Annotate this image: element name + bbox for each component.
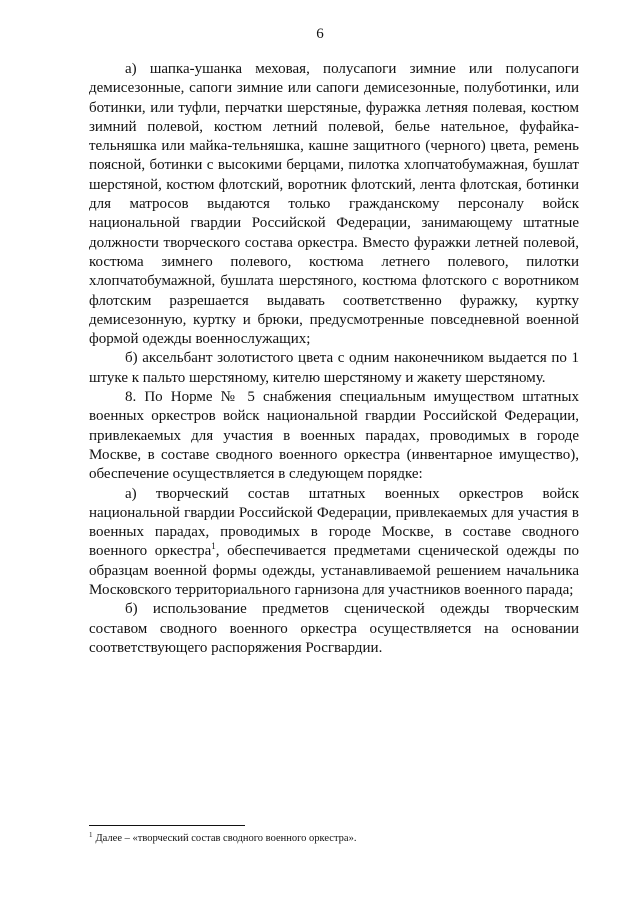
paragraph-8-norm-5: 8. По Норме № 5 снабжения специальным имуществом штатных военных оркестров войск национальной гвардии Российской Федерации, привлекаемых для участия в военных парадах, проводимых в городе Москве, в составе сводного военного оркестра (инвентарное имущество), обеспечение осуществляется в следующем порядке: <box>89 389 579 483</box>
paragraph-7b-aiguillette: б) аксельбант золотистого цвета с одним наконечником выдается по 1 штуке к пальто шерстяному, кителю шерстяному и жакету шерстяному. <box>89 350 579 386</box>
paragraph-7a-clothing-items: а) шапка-ушанка меховая, полусапоги зимние или полусапоги демисезонные, сапоги зимние или сапоги демисезонные, полуботинки, или ботинки, или туфли, перчатки шерстяные, фуражка летняя полевая, костюм зимний полевой, костюм летний полевой, белье нательное, фуфайка-тельняшка или майка-тельняшка, кашне защитного (черного) цвета, ремень поясной, ботинки с высокими берцами, пилотка хлопчатобумажная, бушлат шерстяной, костюм флотский, воротник флотский, лента флотская, ботинки для матросов выдаются только гражданскому персоналу войск национальной гвардии Российской Федерации, занимающему штатные должности творческого состава оркестра. Вместо фуражки летней полевой, костюма зимнего полевого, костюма летнего полевого, пилотки хлопчатобумажной, бушлата шерстяного, костюма флотского с воротником флотским разрешается выдавать соответственно фуражку, куртку демисезонную, куртку и брюки, предусмотренные повседневной военной формой одежды военнослужащих; <box>89 61 579 348</box>
paragraph-8b-stage-clothing-use: б) использование предметов сценической одежды творческим составом сводного военного оркестра осуществляется на основании соответствующего распоряжения Росгвардии. <box>89 601 579 656</box>
paragraph-8a-text-start: а) творческий состав штатных военных оркестров войск национальной гвардии Российской Федерации, привлекаемых для участия в военных парадах, проводимых в городе Москве, в составе сводного военного оркестра <box>89 485 579 560</box>
footnote-divider <box>89 825 245 826</box>
paragraph-8a-text-end: , обеспечивается предметами сценической одежды по образцам военной формы одежды, устанавливаемой решением начальника Московского территориального гарнизона для участников военного парада; <box>89 543 579 599</box>
footnote-text: Далее – «творческий состав сводного военного оркестра». <box>95 833 357 844</box>
document-body <box>89 60 579 658</box>
footnote <box>89 832 579 845</box>
footnote-reference: 1 <box>211 541 216 552</box>
footnote-mark: 1 <box>89 830 93 839</box>
page-number: 6 <box>316 26 324 42</box>
paragraph-8a-creative-staff <box>89 485 579 601</box>
